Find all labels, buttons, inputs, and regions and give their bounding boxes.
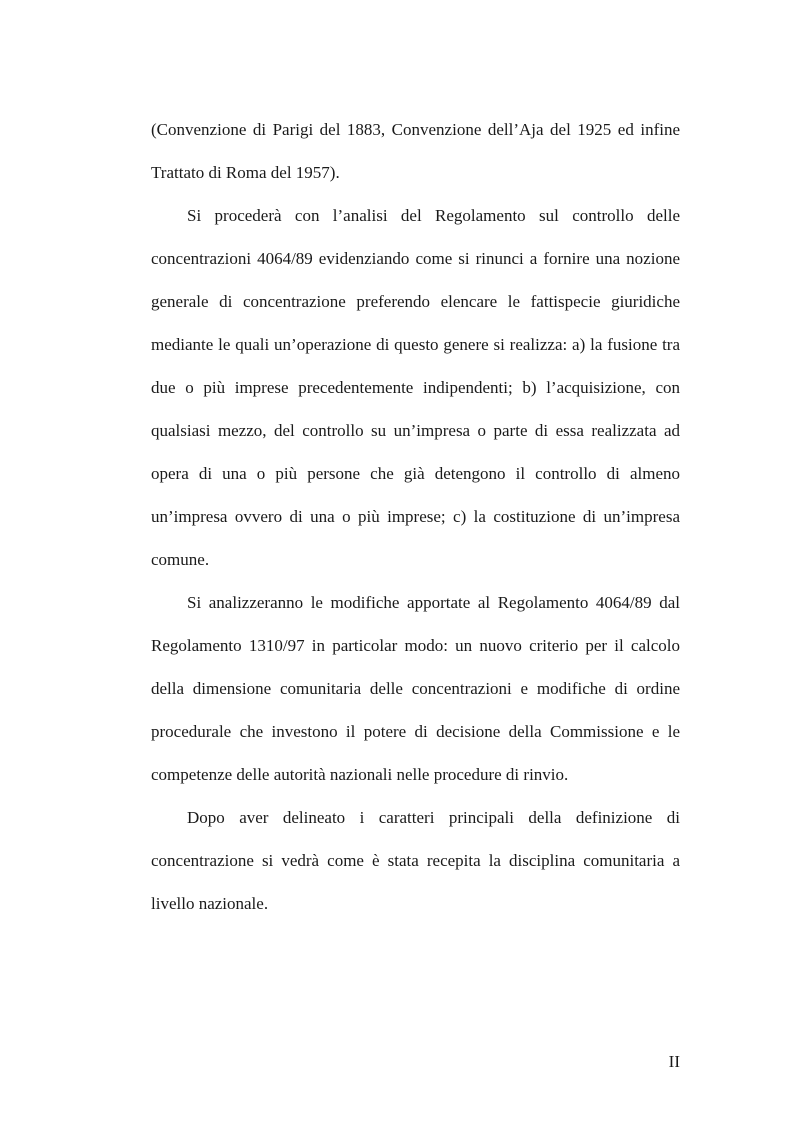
page-number: II (668, 1052, 680, 1071)
body-text (151, 108, 680, 925)
paragraph-modifiche: Si analizzeranno le modifiche apportate al Regolamento 4064/89 dal Regolamento 1310/97 in particolar modo: un nuovo criterio per il calcolo della dimensione comunitaria delle concentrazioni e modifiche di ordine procedurale che investono il potere di decisione della Commissione e le competenze delle autorità nazionali nelle procedure di rinvio. (151, 593, 680, 784)
paragraph-regolamento-analysis: Si procederà con l’analisi del Regolamento sul controllo delle concentrazioni 4064/89 evidenziando come si rinunci a fornire una nozione generale di concentrazione preferendo elencare le fattispecie giuridiche mediante le quali un’operazione di questo genere si realizza: a) la fusione tra due o più imprese precedentemente indipendenti; b) l’acquisizione, con qualsiasi mezzo, del controllo su un’impresa o parte di essa realizzata ad opera di una o più persone che già detengono il controllo di almeno un’impresa ovvero di una o più imprese; c) la costituzione di un’impresa comune. (151, 206, 680, 569)
paragraph-continuation: (Convenzione di Parigi del 1883, Convenzione dell’Aja del 1925 ed infine Trattato di Roma del 1957). (151, 120, 680, 182)
paragraph-conclusion: Dopo aver delineato i caratteri principali della definizione di concentrazione si vedrà come è stata recepita la disciplina comunitaria a livello nazionale. (151, 808, 680, 913)
